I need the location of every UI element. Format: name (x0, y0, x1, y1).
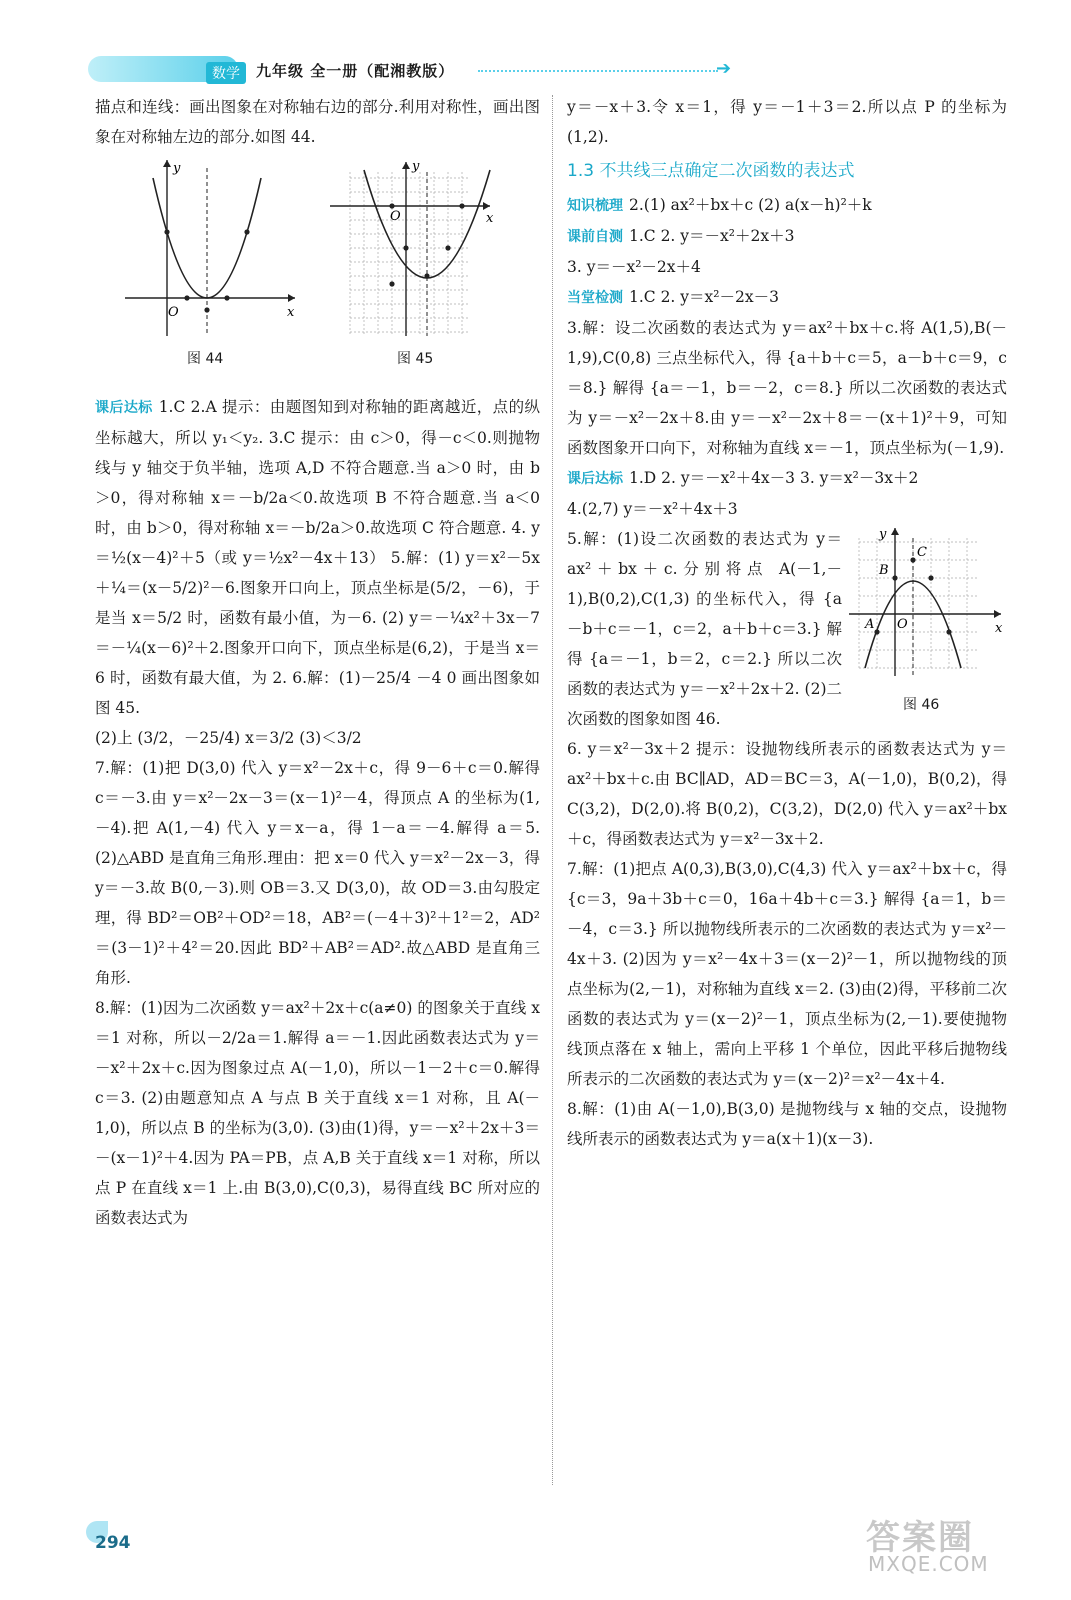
column-divider (552, 95, 553, 1485)
label-dangtang-jiance: 当堂检测 (567, 290, 623, 306)
figure-row-44-45 (95, 152, 540, 392)
paragraph-q8-right: 8.解：(1)由 A(－1,0),B(3,0) 是抛物线与 x 轴的交点，设抛物线所表示的函数表达式为 y＝a(x＋1)(x－3). (567, 1100, 1007, 1148)
right-column (567, 92, 1007, 1154)
fig46-point-a: A (865, 617, 875, 632)
left-column (95, 92, 540, 1233)
row-homework (567, 463, 1007, 494)
paragraph-homework-answers (95, 392, 540, 723)
paragraph-q8: 8.解：(1)因为二次函数 y＝ax²＋2x＋c(a≠0) 的图象关于直线 x＝1 对称，所以－2/2a＝1.解得 a＝－1.因此函数表达式为 y＝－x²＋2x＋c.因为图象过点 A(－1,0)，所以－1－2＋c＝0.解得 c＝3. (2)由题意知点 A 与点 B 关于直线 x＝1 对称，且 A(－1,0)，所以点 B 的坐标为(3,0). (3)由(1)得，y＝－x²＋2x＋3＝－(x－1)²＋4.因为 PA＝PB，点 A,B 关于直线 x＝1 对称，所以点 P 在直线 x＝1 上.由 B(3,0),C(0,3)，易得直线 BC 所对应的函数表达式为 (95, 999, 540, 1227)
row-preclass (567, 221, 1007, 252)
paragraph-q6-part2: (2)上 (3/2，－25/4) x＝3/2 (3)＜3/2 (95, 729, 362, 747)
page-number: 294 (95, 1533, 131, 1553)
row-knowledge (567, 190, 1007, 221)
label-kehou-dabiao-right: 课后达标 (567, 471, 623, 487)
paragraph-q5: 5.解：(1)设二次函数的表达式为 y＝ax²＋bx＋c.分别将点 A(－1,－1),B(0,2),C(1,3) 的坐标代入，得 {a－b＋c＝－1，c＝2，a＋b＋c＝3.} 解得 {a＝－1，b＝2，c＝2.} 所以二次函数的表达式为 y＝－x²＋2x＋2. (2)二次函数的图象如图 46. (567, 530, 842, 728)
fig45-origin: O (390, 209, 401, 224)
paragraph-point-p: y＝－x＋3.令 x＝1，得 y＝－1＋3＝2.所以点 P 的坐标为(1,2). (567, 98, 1007, 146)
figure-44-caption: 图 44 (187, 351, 224, 367)
page-header (0, 0, 1071, 100)
paragraph-plotting: 描点和连线：画出图象在对称轴右边的部分.利用对称性，画出图象在对称轴左边的部分.如图 44. (95, 98, 540, 146)
subject-badge: 数学 (206, 62, 246, 84)
row-homework-4: 4.(2,7) y＝－x²＋4x＋3 (567, 500, 738, 518)
header-dotted-line (478, 70, 718, 72)
fig46-point-b: B (879, 563, 889, 578)
section-heading-1-3: 1.3 不共线三点确定二次函数的表达式 (567, 161, 855, 181)
fig45-y-label: y (412, 159, 420, 174)
paragraph-q7-right: 7.解：(1)把点 A(0,3),B(3,0),C(4,3) 代入 y＝ax²＋bx＋c，得 {c＝3，9a＋3b＋c＝0，16a＋4b＋c＝3.} 解得 {a＝1，b＝－4，c＝3.} 所以抛物线所表示的二次函数的表达式为 y＝x²－4x＋3. (2)因为 y＝x²－4x＋3＝(x－2)²－1，所以抛物线的顶点坐标为(2,－1)，对称轴为直线 x＝2. (3)由(2)得，平移前二次函数的表达式为 y＝(x－2)²－1，顶点坐标为(2,－1).要使抛物线顶点落在 x 轴上，需向上平移 1 个单位，因此平移后抛物线所表示的二次函数的表达式为 y＝(x－2)²＝x²－4x＋4. (567, 860, 1007, 1088)
fig46-x-label: x (995, 621, 1003, 636)
watermark-logo: 答案圈 (866, 1518, 974, 1558)
preclass-answers: 1.C 2. y＝－x²＋2x＋3 (629, 227, 795, 245)
label-zhishi-shuli: 知识梳理 (567, 198, 623, 214)
figure-45-parabola (330, 158, 498, 338)
arrow-right-icon: ➔ (716, 58, 732, 79)
paragraph-q7: 7.解：(1)把 D(3,0) 代入 y＝x²－2x＋c，得 9－6＋c＝0.解得 c＝－3.由 y＝x²－2x－3＝(x－1)²－4，得顶点 A 的坐标为(1,－4).把 A(1,－4) 代入 y＝x－a，得 1－a＝－4.解得 a＝5. (2)△ABD 是直角三角形.理由：把 x＝0 代入 y＝x²－2x－3，得 y＝－3.故 B(0,－3).则 OB＝3.又 D(3,0)，故 OD＝3.由勾股定理，得 BD²＝OB²＋OD²＝18，AB²＝(－4＋3)²＋1²＝2，AD²＝(3－1)²＋4²＝20.因此 BD²＋AB²＝AD².故△ABD 是直角三角形. (95, 759, 540, 987)
label-kehou-dabiao: 课后达标 (95, 400, 153, 416)
label-keqian-zice: 课前自测 (567, 229, 623, 245)
figure-44-parabola (125, 158, 303, 338)
inclass-answers: 1.C 2. y＝x²－2x－3 (629, 288, 779, 306)
fig44-x-label: x (287, 305, 295, 320)
answers-1-6: 1.C 2.A 提示：由题图知到对称轴的距离越近，点的纵坐标越大，所以 y₁＜y₂. 3.C 提示：由 c＞0，得－c＜0.则抛物线与 y 轴交于负半轴，选项 A,D 不符合题意.当 a＞0 时，由 b＞0，得对称轴 x＝－b/2a＜0.故选项 B 不符合题意.当 a＜0 时，由 b＞0，得对称轴 x＝－b/2a＞0.故选项 C 符合题意. 4. y＝½(x－4)²＋5（或 y＝½x²－4x＋13） 5.解：(1) y＝x²－5x＋¼＝(x－5/2)²－6.图象开口向上，顶点坐标是(5/2，－6)，于是当 x＝5/2 时，函数有最小值，为－6. (2) y＝－¼x²＋3x－7＝－¼(x－6)²＋2.图象开口向下，顶点坐标是(6,2)，于是当 x＝6 时，函数有最大值，为 2. 6.解：(1)－25/4 －4 0 画出图象如图 45. (95, 398, 540, 717)
row-inclass (567, 282, 1007, 313)
homework-answers: 1.D 2. y＝－x²＋4x－3 3. y＝x²－3x＋2 (629, 469, 919, 487)
figure-45-caption: 图 45 (397, 351, 434, 367)
paragraph-q6: 6. y＝x²－3x＋2 提示：设抛物线所表示的函数表达式为 y＝ax²＋bx＋c.由 BC∥AD，AD＝BC＝3，A(－1,0)，B(0,2)，得 C(3,2)，D(2,0).将 B(0,2)，C(3,2)，D(2,0) 代入 y＝ax²＋bx＋c，得函数表达式为 y＝x²－3x＋2. (567, 740, 1007, 848)
fig46-origin: O (897, 617, 908, 632)
fig45-x-label: x (486, 211, 494, 226)
q5-with-figure (567, 524, 1007, 734)
figure-46-parabola (849, 528, 1009, 678)
fig46-y-label: y (879, 528, 887, 542)
fig44-y-label: y (173, 161, 181, 176)
book-title: 九年级 全一册（配湘教版） (256, 62, 455, 80)
fig44-origin: O (168, 305, 179, 320)
fig46-point-c: C (917, 545, 927, 560)
row-preclass-3: 3. y＝－x²－2x＋4 (567, 258, 701, 276)
paragraph-inclass-q3: 3.解：设二次函数的表达式为 y＝ax²＋bx＋c.将 A(1,5),B(－1,9),C(0,8) 三点坐标代入，得 {a＋b＋c＝5，a－b＋c＝9，c＝8.} 解得 {a＝－1，b＝－2，c＝8.} 所以二次函数的表达式为 y＝－x²－2x＋8.由 y＝－x²－2x＋8＝－(x＋1)²＋9，可知函数图象开口向下，对称轴为直线 x＝－1，顶点坐标为(－1,9). (567, 319, 1007, 457)
knowledge-answers: 2.(1) ax²＋bx＋c (2) a(x－h)²＋k (629, 196, 872, 214)
figure-46-caption: 图 46 (903, 697, 940, 713)
watermark-url: MXQE.COM (868, 1552, 989, 1576)
